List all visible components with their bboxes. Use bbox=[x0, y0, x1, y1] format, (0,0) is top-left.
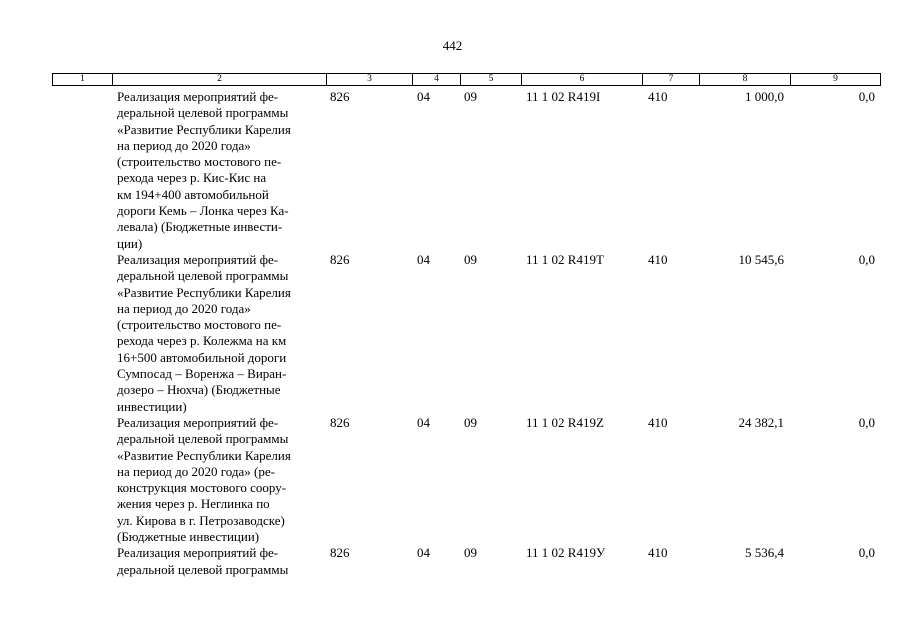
name-line: «Развитие Республики Карелия bbox=[117, 121, 291, 137]
cell-ministry: 826 bbox=[330, 414, 350, 430]
name-line: ции) bbox=[117, 235, 143, 251]
name-line: Реализация мероприятий фе- bbox=[117, 545, 279, 561]
name-line: Реализация мероприятий фе- bbox=[117, 414, 279, 430]
cell-section: 04 bbox=[417, 89, 430, 104]
name-line: Сумпосад – Воренжа – Виран- bbox=[117, 366, 287, 382]
cell-expense-type: 410 bbox=[648, 89, 668, 104]
name-line: дороги Кемь – Лонка через Ка- bbox=[117, 203, 289, 219]
name-line: (строительство мостового пе- bbox=[117, 154, 282, 170]
cell-amount-2: 0,0 bbox=[858, 414, 875, 430]
table-header-row bbox=[52, 73, 881, 86]
name-line: км 194+400 автомобильной bbox=[117, 186, 269, 202]
cell-subsection: 09 bbox=[464, 545, 477, 561]
cell-section: 04 bbox=[417, 414, 430, 430]
header-cell-1: 1 bbox=[80, 74, 85, 84]
name-line: «Развитие Республики Карелия bbox=[117, 284, 291, 300]
cell-target-article: 11 1 02 R419T bbox=[526, 251, 604, 267]
cell-blank bbox=[52, 89, 111, 252]
cell-ministry: 826 bbox=[330, 251, 350, 267]
cell-target-article: 11 1 02 R419Z bbox=[526, 414, 604, 430]
cell-name bbox=[111, 545, 325, 578]
header-cell-9: 9 bbox=[790, 74, 880, 85]
cell-target-article: 11 1 02 R419У bbox=[526, 545, 606, 561]
cell-ministry: 826 bbox=[330, 89, 350, 104]
cell-expense-type: 410 bbox=[648, 251, 668, 267]
name-line: «Развитие Республики Карелия bbox=[117, 447, 291, 463]
table-row bbox=[52, 545, 879, 578]
header-cell-6: 6 bbox=[521, 74, 642, 85]
cell-blank bbox=[52, 545, 111, 578]
cell-amount: 5 536,4 bbox=[745, 545, 784, 561]
table-row bbox=[52, 252, 879, 415]
name-line: на период до 2020 года» bbox=[117, 137, 251, 153]
header-cell-4: 4 bbox=[412, 74, 460, 85]
name-line: левала) (Бюджетные инвести- bbox=[117, 219, 283, 235]
table-body bbox=[52, 89, 879, 578]
name-line: Реализация мероприятий фе- bbox=[117, 251, 279, 267]
cell-amount: 1 000,0 bbox=[745, 89, 784, 104]
name-line: рехода через р. Колежма на км bbox=[117, 333, 287, 349]
cell-target-article: 11 1 02 R419I bbox=[526, 89, 601, 104]
cell-amount-2: 0,0 bbox=[858, 251, 875, 267]
header-cell-7: 7 bbox=[642, 74, 699, 85]
header-cell-2: 2 bbox=[112, 74, 326, 85]
name-line: (Бюджетные инвестиции) bbox=[117, 529, 260, 545]
name-line: конструкция мостового соору- bbox=[117, 480, 287, 496]
cell-section: 04 bbox=[417, 251, 430, 267]
cell-subsection: 09 bbox=[464, 89, 477, 104]
cell-amount-2: 0,0 bbox=[858, 545, 875, 561]
cell-expense-type: 410 bbox=[648, 414, 668, 430]
name-line: Реализация мероприятий фе- bbox=[117, 89, 279, 104]
page-number: 442 bbox=[442, 38, 463, 53]
name-line: деральной целевой программы bbox=[117, 268, 289, 284]
name-line: деральной целевой программы bbox=[117, 431, 289, 447]
name-line: рехода через р. Кис-Кис на bbox=[117, 170, 267, 186]
name-line: инвестиции) bbox=[117, 398, 187, 414]
cell-ministry: 826 bbox=[330, 545, 350, 561]
name-line: жения через р. Неглинка по bbox=[117, 496, 270, 512]
cell-name bbox=[111, 252, 325, 415]
name-line: на период до 2020 года» (ре- bbox=[117, 463, 275, 479]
cell-blank bbox=[52, 252, 111, 415]
table-row bbox=[52, 415, 879, 545]
cell-blank bbox=[52, 415, 111, 545]
name-line: на период до 2020 года» bbox=[117, 300, 251, 316]
cell-name bbox=[111, 415, 325, 545]
table-row bbox=[52, 89, 879, 252]
name-line: (строительство мостового пе- bbox=[117, 317, 282, 333]
name-line: дозеро – Нюхча) (Бюджетные bbox=[117, 382, 281, 398]
header-cell-3: 3 bbox=[326, 74, 412, 85]
cell-amount: 24 382,1 bbox=[738, 414, 784, 430]
name-line: деральной целевой программы bbox=[117, 105, 289, 121]
name-line: ул. Кирова в г. Петрозаводске) bbox=[117, 512, 285, 528]
header-cell-5: 5 bbox=[460, 74, 521, 85]
cell-amount: 10 545,6 bbox=[738, 251, 784, 267]
cell-name bbox=[111, 89, 325, 252]
cell-subsection: 09 bbox=[464, 414, 477, 430]
header-cell-8: 8 bbox=[699, 74, 790, 85]
cell-subsection: 09 bbox=[464, 251, 477, 267]
name-line: деральной целевой программы bbox=[117, 561, 289, 577]
cell-amount-2: 0,0 bbox=[858, 89, 875, 104]
cell-section: 04 bbox=[417, 545, 430, 561]
name-line: 16+500 автомобильной дороги bbox=[117, 349, 287, 365]
cell-expense-type: 410 bbox=[648, 545, 668, 561]
